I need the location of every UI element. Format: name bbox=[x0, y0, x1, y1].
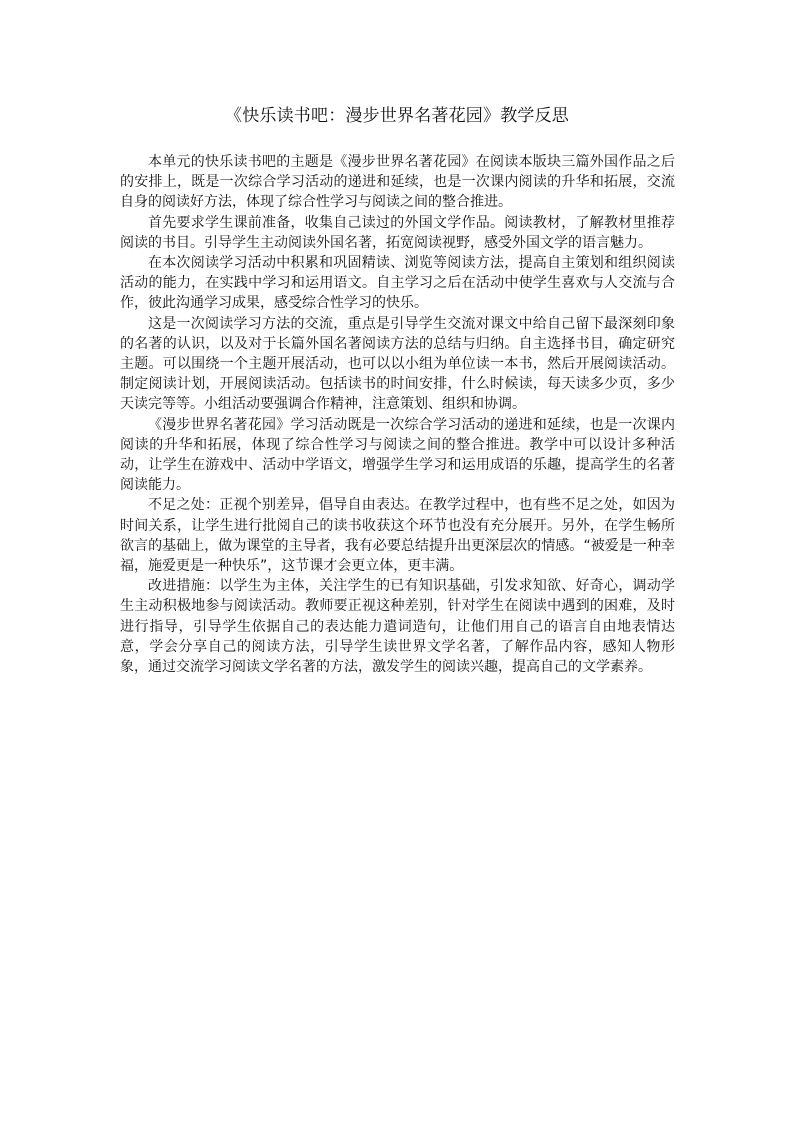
document-title: 《快乐读书吧：漫步世界名著花园》教学反思 bbox=[225, 106, 569, 126]
paragraph-shortcomings: 不足之处：正视个别差异，倡导自由表达。在教学过程中，也有些不足之处，如因为时间关系，让学生进行批阅自己的读书收获这个环节也没有充分展开。另外，在学生畅所欲言的基础上，做为课堂的主导者，我有必要总结提升出更深层次的情感。“被爱是一种幸福，施爱更是一种快乐”，这节课才会更立体，更丰满。 bbox=[120, 497, 675, 575]
paragraph-intro: 本单元的快乐读书吧的主题是《漫步世界名著花园》在阅读本版块三篇外国作品之后的安排上，既是一次综合学习活动的递进和延续，也是一次课内阅读的升华和拓展，交流自身的阅读好方法，体现了综合性学习与阅读之间的整合推进。 bbox=[120, 154, 675, 211]
document-body bbox=[120, 152, 675, 677]
paragraph-exchange: 这是一次阅读学习方法的交流，重点是引导学生交流对课文中给自己留下最深刻印象的名著的认识，以及对于长篇外国名著阅读方法的总结与归纳。自主选择书目，确定研究主题。可以围绕一个主题开展活动，也可以以小组为单位读一本书，然后开展阅读活动。制定阅读计划，开展阅读活动。包括读书的时间安排，什么时候读，每天读多少页，多少天读完等等。小组活动要强调合作精神，注意策划、组织和协调。 bbox=[120, 315, 675, 413]
paragraph-preparation: 首先要求学生课前准备，收集自己读过的外国文学作品。阅读教材，了解教材里推荐阅读的书目。引导学生主动阅读外国名著，拓宽阅读视野，感受外国文学的语言魅力。 bbox=[120, 214, 675, 251]
paragraph-methods: 在本次阅读学习活动中积累和巩固精读、浏览等阅读方法，提高自主策划和组织阅读活动的能力，在实践中学习和运用语文。自主学习之后在活动中使学生喜欢与人交流与合作，彼此沟通学习成果，感受综合性学习的快乐。 bbox=[120, 255, 675, 312]
paragraph-activity: 《漫步世界名著花园》学习活动既是一次综合学习活动的递进和延续，也是一次课内阅读的升华和拓展，体现了综合性学习与阅读之间的整合推进。教学中可以设计多种活动，让学生在游戏中、活动中学语文，增强学生学习和运用成语的乐趣，提高学生的名著阅读能力。 bbox=[120, 416, 675, 494]
paragraph-improvements: 改进措施：以学生为主体，关注学生的已有知识基础，引发求知欲、好奇心，调动学生主动积极地参与阅读活动。教师要正视这种差别，针对学生在阅读中遇到的困难，及时进行指导，引导学生依据自己的表达能力遣词造句，让他们用自己的语言自由地表情达意，学会分享自己的阅读方法，引导学生读世界文学名著，了解作品内容，感知人物形象，通过交流学习阅读文学名著的方法，激发学生的阅读兴趣，提高自己的文学素养。 bbox=[120, 578, 675, 676]
